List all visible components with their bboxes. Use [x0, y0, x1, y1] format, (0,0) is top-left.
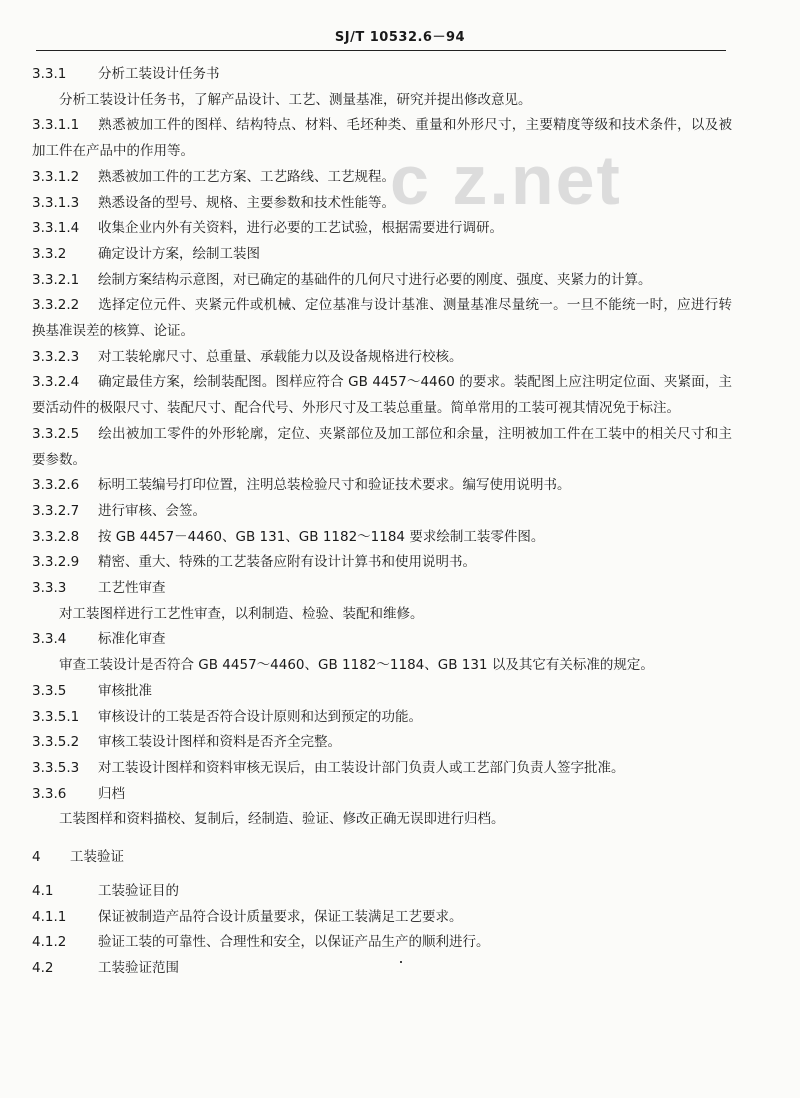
clause-number: 3.3.6 [32, 785, 67, 802]
clause-text: 确定最佳方案，绘制装配图。图样应符合 GB 4457～4460 的要求。装配图上应注明定位面、夹紧面，主要活动件的极限尺寸、装配尺寸、配合代号、外形尺寸及工装总重量。简单常用的工装可视其情况免于标注。 [32, 374, 732, 417]
paragraph [32, 268, 732, 294]
clause-text: 审查工装设计是否符合 GB 4457～4460、GB 1182～1184、GB 131 以及其它有关标准的规定。 [59, 657, 654, 674]
clause-text: 收集企业内外有关资料，进行必要的工艺试验，根据需要进行调研。 [98, 220, 503, 237]
clause-text: 验证工装的可靠性、合理性和安全，以保证产品生产的顺利进行。 [98, 934, 490, 951]
clause-text: 绘制方案结构示意图，对已确定的基础件的几何尺寸进行必要的刚度、强度、夹紧力的计算。 [98, 271, 652, 288]
clause-number: 3.3.2.5 [32, 425, 80, 442]
clause-text: 保证被制造产品符合设计质量要求，保证工装满足工艺要求。 [98, 908, 463, 925]
clause-number: 4.1.1 [32, 908, 67, 925]
document-body [32, 62, 732, 982]
clause-number: 4.2 [32, 959, 54, 976]
paragraph [32, 653, 732, 679]
clause-number: 3.3.1.4 [32, 220, 80, 237]
clause-text: 绘出被加工零件的外形轮廓，定位、夹紧部位及加工部位和余量，注明被加工件在工装中的相关尺寸和主要参数。 [32, 425, 732, 468]
clause-text: 分析工装设计任务书 [98, 66, 220, 82]
clause-text: 选择定位元件、夹紧元件或机械、定位基准与设计基准、测量基准尽量统一。一旦不能统一时，应进行转换基准误差的核算、论证。 [32, 297, 732, 340]
paragraph [32, 576, 732, 602]
paragraph [32, 905, 732, 931]
spacer [32, 871, 732, 879]
clause-text: 精密、重大、特殊的工艺装备应附有设计计算书和使用说明书。 [98, 554, 476, 571]
clause-text: 熟悉被加工件的图样、结构特点、材料、毛坯种类、重量和外形尺寸，主要精度等级和技术条件，以及被加工件在产品中的作用等。 [32, 117, 732, 160]
watermark: c z.net [390, 141, 622, 219]
paragraph [32, 345, 732, 371]
paragraph [32, 62, 732, 88]
clause-text: 熟悉被加工件的工艺方案、工艺路线、工艺规程。 [98, 168, 395, 185]
clause-number: 3.3.5.3 [32, 759, 80, 776]
clause-text: 进行审核、会签。 [98, 502, 206, 519]
paragraph [32, 216, 732, 242]
paragraph [32, 293, 732, 344]
clause-number: 3.3.5.1 [32, 708, 80, 725]
clause-text: 标准化审查 [98, 631, 166, 648]
clause-text: 工装图样和资料描校、复制后，经制造、验证、修改正确无误即进行归档。 [59, 811, 505, 828]
section-4-heading [32, 845, 732, 871]
clause-number: 3.3.5.2 [32, 734, 80, 751]
clause-text: 对工装图样进行工艺性审查，以利制造、检验、装配和维修。 [59, 605, 424, 622]
clause-number: 3.3.1.2 [32, 168, 80, 185]
paragraph [32, 627, 732, 653]
clause-number: 3.3.2 [32, 245, 67, 262]
paragraph [32, 370, 732, 421]
clause-number: 3.3.2.4 [32, 374, 80, 391]
paragraph [32, 930, 732, 956]
paragraph [32, 525, 732, 551]
clause-number: 3.3.2.6 [32, 477, 80, 494]
clause-number: 3.3.2.1 [32, 271, 80, 288]
clause-number: 3.3.2.8 [32, 528, 80, 545]
clause-text: 工艺性审查 [98, 580, 166, 597]
paragraph [32, 113, 732, 164]
clause-text: 审核批准 [98, 682, 152, 699]
header-rule [36, 50, 726, 51]
paragraph [32, 730, 732, 756]
clause-number: 4.1 [32, 882, 54, 899]
paragraph [32, 705, 732, 731]
clause-text: 标明工装编号打印位置，注明总装检验尺寸和验证技术要求。编写使用说明书。 [98, 477, 571, 494]
clause-number: 3.3.2.7 [32, 502, 80, 519]
clause-number: 3.3.2.3 [32, 348, 80, 365]
clause-text: 熟悉设备的型号、规格、主要参数和技术性能等。 [98, 194, 395, 211]
paragraph [32, 165, 732, 191]
section-3-3-blocks [32, 62, 732, 833]
paragraph [32, 422, 732, 473]
clause-text: 分析工装设计任务书，了解产品设计、工艺、测量基准，研究并提出修改意见。 [59, 91, 532, 108]
paragraph [32, 88, 732, 114]
section-4-number: 4 [32, 849, 41, 866]
clause-text: 工装验证范围 [98, 959, 179, 976]
paragraph [32, 756, 732, 782]
paragraph [32, 679, 732, 705]
clause-number: 3.3.1 [32, 66, 67, 82]
clause-text: 对工装轮廓尺寸、总重量、承载能力以及设备规格进行校核。 [98, 348, 463, 365]
paragraph [32, 879, 732, 905]
clause-text: 审核设计的工装是否符合设计原则和达到预定的功能。 [98, 708, 422, 725]
clause-text: 归档 [98, 785, 125, 802]
clause-text: 按 GB 4457－4460、GB 131、GB 1182～1184 要求绘制工装零件图。 [98, 528, 545, 545]
clause-number: 3.3.2.9 [32, 554, 80, 571]
clause-number: 3.3.3 [32, 580, 67, 597]
paragraph [32, 807, 732, 833]
clause-text: 对工装设计图样和资料审核无误后，由工装设计部门负责人或工艺部门负责人签字批准。 [98, 759, 625, 776]
clause-number: 3.3.2.2 [32, 297, 80, 314]
paragraph [32, 782, 732, 808]
clause-number: 3.3.1.1 [32, 117, 80, 134]
page-header-code: SJ/T 10532.6－94 [334, 30, 466, 45]
clause-number: 3.3.4 [32, 631, 67, 648]
clause-number: 3.3.1.3 [32, 194, 80, 211]
clause-text: 确定设计方案，绘制工装图 [98, 245, 260, 262]
paragraph [32, 499, 732, 525]
clause-text: 工装验证目的 [98, 882, 179, 899]
section-4-items [32, 879, 732, 982]
paragraph [32, 242, 732, 268]
section-4-title: 工装验证 [70, 849, 124, 866]
clause-number: 4.1.2 [32, 934, 67, 951]
clause-number: 3.3.5 [32, 682, 67, 699]
paragraph [32, 602, 732, 628]
clause-text: 审核工装设计图样和资料是否齐全完整。 [98, 734, 341, 751]
spacer [32, 833, 732, 845]
paragraph [32, 956, 732, 982]
paragraph [32, 550, 732, 576]
paragraph [32, 473, 732, 499]
paragraph [32, 191, 732, 217]
